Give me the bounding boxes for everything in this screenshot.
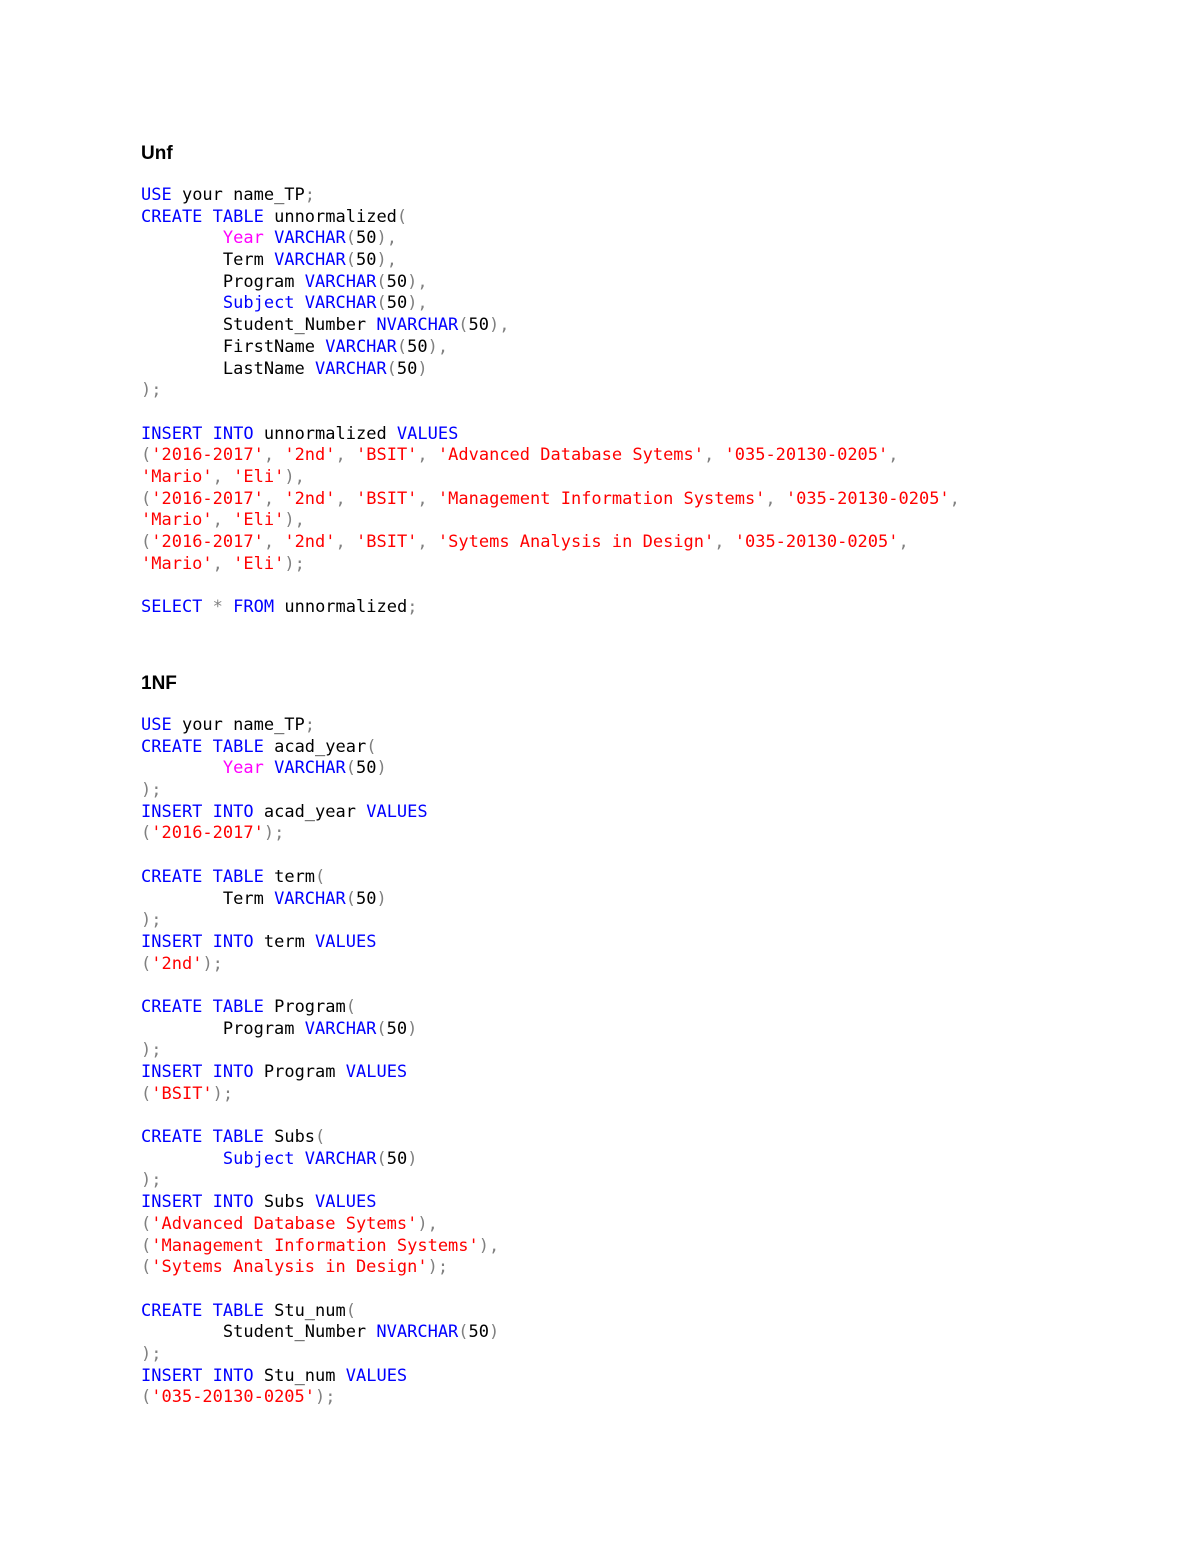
code-token: LastName xyxy=(141,358,315,379)
code-token: ( xyxy=(141,1257,152,1278)
code-line xyxy=(141,1257,499,1279)
code-token: VARCHAR xyxy=(304,271,377,292)
code-token: ) xyxy=(489,1322,500,1343)
code-line xyxy=(141,1301,499,1323)
code-line xyxy=(141,1214,499,1236)
code-token: INTO xyxy=(212,423,254,444)
code-token xyxy=(202,997,212,1017)
section-unf xyxy=(141,143,960,619)
code-token: CREATE xyxy=(141,1300,203,1321)
code-line xyxy=(141,1192,499,1214)
code-token: ( xyxy=(366,736,377,757)
code-token: CREATE xyxy=(141,736,203,757)
code-token: , xyxy=(263,532,285,552)
code-line xyxy=(141,445,960,467)
code-token: 50 xyxy=(407,336,428,357)
code-token: ( xyxy=(141,488,152,509)
code-token: CREATE xyxy=(141,996,203,1017)
code-token: TABLE xyxy=(212,866,264,887)
code-token: 'BSIT' xyxy=(356,488,418,509)
code-token: 50 xyxy=(386,1018,408,1039)
code-token xyxy=(223,597,233,617)
code-token: 50 xyxy=(468,315,490,336)
code-token: 'Management Information Systems' xyxy=(437,488,766,509)
code-token: ) xyxy=(376,758,387,779)
code-token: ); xyxy=(212,1083,234,1104)
code-token: NVARCHAR xyxy=(376,1322,459,1343)
code-token xyxy=(202,932,212,952)
code-token: ); xyxy=(141,1040,162,1061)
code-token: ), xyxy=(489,315,510,336)
code-token: TABLE xyxy=(212,996,264,1017)
code-token: TABLE xyxy=(212,206,264,227)
code-token: VARCHAR xyxy=(304,293,377,314)
code-token: ( xyxy=(345,1300,356,1321)
code-line xyxy=(141,823,499,845)
code-token: your name_TP xyxy=(171,715,305,735)
code-line xyxy=(141,597,960,619)
code-token: Student_Number xyxy=(141,315,377,336)
code-token: TABLE xyxy=(212,736,264,757)
code-line xyxy=(141,510,960,532)
code-token: 'Mario' xyxy=(141,466,213,487)
code-token: ( xyxy=(376,1018,387,1039)
code-token: ); xyxy=(141,380,162,401)
code-line xyxy=(141,997,499,1019)
code-token: ( xyxy=(141,1213,152,1234)
code-token: 'Eli' xyxy=(233,510,285,531)
code-token: ), xyxy=(284,510,305,531)
code-token: ) xyxy=(376,888,387,909)
code-token: ( xyxy=(458,315,469,336)
code-token: FirstName xyxy=(141,336,326,357)
code-line xyxy=(141,954,499,976)
code-line xyxy=(141,737,499,759)
code-token xyxy=(141,293,223,313)
code-token: , xyxy=(888,445,899,466)
code-token: ), xyxy=(376,228,397,249)
code-token: ( xyxy=(141,445,152,466)
code-token: ), xyxy=(427,336,449,357)
code-token: 'Advanced Database Sytems' xyxy=(151,1213,418,1234)
code-token: ); xyxy=(284,553,305,574)
code-token: VARCHAR xyxy=(274,758,346,779)
code-token: VARCHAR xyxy=(304,1148,377,1169)
code-token: ( xyxy=(386,358,397,379)
code-token: ); xyxy=(141,780,162,801)
code-token: Stu_num xyxy=(253,1365,346,1386)
code-token: ) xyxy=(407,1018,418,1039)
code-token: INSERT xyxy=(141,1192,203,1213)
code-token: ( xyxy=(345,228,356,249)
section-heading: 1NF xyxy=(141,673,177,694)
code-token: SELECT xyxy=(141,597,203,618)
code-token: TABLE xyxy=(212,1127,264,1148)
code-token: Program xyxy=(141,271,305,292)
code-line xyxy=(141,467,960,489)
code-token: 50 xyxy=(386,271,408,292)
code-token xyxy=(264,228,274,248)
code-token: VALUES xyxy=(315,1192,377,1213)
code-line xyxy=(141,380,960,402)
code-token: NVARCHAR xyxy=(376,315,459,336)
code-token: VALUES xyxy=(345,1365,408,1386)
code-line xyxy=(141,1062,499,1084)
code-token: , xyxy=(417,532,438,552)
code-token: , xyxy=(898,532,909,552)
code-token xyxy=(202,737,212,757)
code-token: * xyxy=(212,597,223,618)
code-token: ( xyxy=(458,1322,469,1343)
code-token: 'Sytems Analysis in Design' xyxy=(437,532,715,552)
code-line xyxy=(141,1105,499,1127)
code-token xyxy=(295,293,305,313)
code-token: '035-20130-0205' xyxy=(151,1387,316,1408)
code-line xyxy=(141,1344,499,1366)
code-token: ); xyxy=(202,953,223,974)
code-line xyxy=(141,185,960,207)
code-token: INSERT xyxy=(141,1365,203,1386)
code-token: CREATE xyxy=(141,206,203,227)
code-line xyxy=(141,532,960,554)
code-token: ; xyxy=(304,715,316,735)
code-token: 'Mario' xyxy=(141,510,213,531)
code-token: '2016-2017' xyxy=(151,445,264,466)
code-token: 'Management Information Systems' xyxy=(151,1235,479,1256)
code-token: , xyxy=(704,445,725,466)
code-token: Subject xyxy=(222,293,295,314)
code-token: 'Eli' xyxy=(233,466,285,487)
code-line xyxy=(141,975,499,997)
code-token: ( xyxy=(345,996,356,1017)
code-token: VALUES xyxy=(396,423,459,444)
code-token: Program xyxy=(253,1062,346,1082)
code-token: ( xyxy=(345,888,356,909)
code-token: ), xyxy=(284,466,305,487)
code-token: ( xyxy=(141,1387,152,1408)
code-token: USE xyxy=(141,715,172,735)
code-token: Term xyxy=(141,250,275,271)
code-line xyxy=(141,1149,499,1171)
code-token: INSERT xyxy=(141,931,203,952)
code-token: ); xyxy=(315,1387,336,1408)
code-token: INTO xyxy=(212,1062,254,1082)
code-token: ), xyxy=(407,293,428,314)
code-token: TABLE xyxy=(212,1300,264,1321)
code-token: , xyxy=(335,532,356,552)
code-token: USE xyxy=(141,185,172,205)
code-token: ); xyxy=(141,1170,162,1191)
code-token: VARCHAR xyxy=(315,358,387,379)
code-line xyxy=(141,1322,499,1344)
code-token: INTO xyxy=(212,801,254,822)
code-token: VALUES xyxy=(366,801,428,822)
code-token: unnormalized xyxy=(274,597,408,618)
code-token xyxy=(202,1301,212,1321)
code-token: '035-20130-0205' xyxy=(785,488,950,509)
code-token: 'BSIT' xyxy=(151,1083,213,1104)
code-token: ( xyxy=(141,1235,152,1256)
code-token: , xyxy=(212,553,234,574)
code-line xyxy=(141,402,960,424)
code-token: Program xyxy=(263,996,346,1017)
code-token: , xyxy=(417,488,438,509)
code-token xyxy=(202,867,212,887)
code-line xyxy=(141,207,960,229)
code-token: ( xyxy=(315,866,326,887)
code-token: , xyxy=(949,488,960,509)
code-token: 50 xyxy=(356,758,377,779)
code-line xyxy=(141,228,960,250)
code-line xyxy=(141,802,499,824)
code-token: ( xyxy=(376,271,387,292)
code-line xyxy=(141,1084,499,1106)
code-token: VARCHAR xyxy=(274,888,346,909)
code-token: Year xyxy=(222,228,264,249)
code-token xyxy=(202,802,212,822)
code-token xyxy=(141,228,223,248)
code-line xyxy=(141,1366,499,1388)
code-token: ); xyxy=(427,1257,449,1278)
code-line xyxy=(141,715,499,737)
code-line xyxy=(141,272,960,294)
code-token: Program xyxy=(141,1018,305,1039)
code-token: '2nd' xyxy=(284,445,336,466)
code-token: VALUES xyxy=(345,1062,408,1082)
code-line xyxy=(141,250,960,272)
code-token: , xyxy=(335,488,356,509)
code-line xyxy=(141,293,960,315)
code-token: unnormalized xyxy=(263,206,397,227)
code-token: INSERT xyxy=(141,1062,203,1082)
code-token: , xyxy=(212,510,234,531)
code-token: ( xyxy=(376,293,387,314)
code-token: Year xyxy=(222,758,264,779)
code-token: 50 xyxy=(396,358,418,379)
code-token: CREATE xyxy=(141,866,203,887)
code-token: 50 xyxy=(468,1322,490,1343)
code-line xyxy=(141,1127,499,1149)
code-token: ( xyxy=(345,250,356,271)
code-token xyxy=(202,1192,212,1212)
code-line xyxy=(141,1170,499,1192)
code-token: '035-20130-0205' xyxy=(734,532,899,552)
code-line xyxy=(141,489,960,511)
code-token: acad_year xyxy=(253,801,367,822)
code-line xyxy=(141,889,499,911)
code-token: VARCHAR xyxy=(304,1018,377,1039)
code-token: CREATE xyxy=(141,1127,203,1148)
code-token: INTO xyxy=(212,1365,254,1386)
code-token: VARCHAR xyxy=(274,228,346,249)
code-token: 'Eli' xyxy=(233,553,285,574)
code-token xyxy=(295,1149,305,1169)
code-line xyxy=(141,1387,499,1409)
code-token xyxy=(202,424,212,444)
code-token: Student_Number xyxy=(141,1322,377,1343)
code-token: '2016-2017' xyxy=(151,488,264,509)
code-token: , xyxy=(263,488,285,509)
code-token: '035-20130-0205' xyxy=(724,445,889,466)
code-line xyxy=(141,780,499,802)
code-token: , xyxy=(714,532,735,552)
code-token: ), xyxy=(407,271,428,292)
code-token: ( xyxy=(141,953,152,974)
code-token: Subs xyxy=(263,1127,316,1148)
section-1nf xyxy=(141,673,499,1409)
code-token xyxy=(202,207,212,227)
code-token: VARCHAR xyxy=(325,336,397,357)
code-line xyxy=(141,337,960,359)
code-token: ) xyxy=(417,358,428,379)
code-token: Term xyxy=(141,888,275,909)
code-token: Subs xyxy=(253,1192,316,1213)
code-token: 'Sytems Analysis in Design' xyxy=(151,1257,428,1278)
code-token: ), xyxy=(376,250,397,271)
code-token: INSERT xyxy=(141,801,203,822)
code-token: '2nd' xyxy=(151,953,203,974)
code-token: ; xyxy=(407,597,418,618)
code-line xyxy=(141,315,960,337)
code-token: ( xyxy=(141,1083,152,1104)
code-token: , xyxy=(335,445,356,466)
code-token: 'Mario' xyxy=(141,553,213,574)
code-token: '2016-2017' xyxy=(151,532,264,552)
code-line xyxy=(141,1040,499,1062)
code-line xyxy=(141,424,960,446)
code-token: INTO xyxy=(212,1192,254,1213)
code-token: term xyxy=(263,866,316,887)
code-token: ( xyxy=(396,336,408,357)
code-token: ); xyxy=(141,910,162,931)
code-block xyxy=(141,185,960,619)
code-token: ), xyxy=(417,1213,438,1234)
code-token: ; xyxy=(304,185,316,205)
code-token: '2016-2017' xyxy=(151,823,264,844)
code-token: term xyxy=(253,931,316,952)
code-token: ( xyxy=(396,206,408,227)
code-line xyxy=(141,910,499,932)
code-line xyxy=(141,932,499,954)
code-token xyxy=(202,1062,212,1082)
code-token: 'BSIT' xyxy=(356,532,418,552)
code-line xyxy=(141,1019,499,1041)
code-line xyxy=(141,758,499,780)
code-token: INTO xyxy=(212,931,254,952)
code-token: INSERT xyxy=(141,423,203,444)
code-line xyxy=(141,1236,499,1258)
section-heading: Unf xyxy=(141,143,173,164)
code-line xyxy=(141,575,960,597)
code-token: your name_TP xyxy=(171,185,305,205)
code-token: 50 xyxy=(386,1148,408,1169)
code-token xyxy=(264,758,274,778)
code-token xyxy=(141,1149,223,1169)
code-token: 50 xyxy=(355,250,377,271)
code-token: 50 xyxy=(356,228,377,249)
code-token xyxy=(141,758,223,778)
code-token xyxy=(202,597,212,617)
code-token: VARCHAR xyxy=(274,250,346,271)
code-token: unnormalized xyxy=(253,423,397,444)
code-line xyxy=(141,554,960,576)
code-line xyxy=(141,867,499,889)
code-line xyxy=(141,845,499,867)
code-token xyxy=(202,1127,212,1147)
code-token: 'Advanced Database Sytems' xyxy=(437,445,705,466)
code-token: ( xyxy=(345,758,356,779)
code-token: ( xyxy=(376,1148,387,1169)
code-token: , xyxy=(263,445,285,466)
code-token: '2nd' xyxy=(284,488,336,509)
code-block xyxy=(141,715,499,1409)
code-token: ), xyxy=(478,1235,500,1256)
code-token: Subject xyxy=(222,1148,295,1169)
code-token: 'BSIT' xyxy=(356,445,418,466)
code-token: , xyxy=(765,488,786,509)
code-token: VALUES xyxy=(315,931,377,952)
code-token: ) xyxy=(407,1148,418,1169)
code-token: FROM xyxy=(233,597,275,618)
code-line xyxy=(141,1279,499,1301)
code-line xyxy=(141,359,960,381)
code-token xyxy=(202,1366,212,1386)
code-token: 50 xyxy=(355,888,377,909)
code-token: 50 xyxy=(386,293,408,314)
code-token: ( xyxy=(315,1127,326,1148)
code-token: acad_year xyxy=(263,736,367,757)
code-token: ( xyxy=(141,823,152,844)
code-token: , xyxy=(417,445,438,466)
code-token: '2nd' xyxy=(284,532,336,552)
code-token: Stu_num xyxy=(263,1300,346,1321)
code-token: , xyxy=(212,466,234,487)
code-token: ); xyxy=(263,823,285,844)
code-token: ( xyxy=(141,532,152,552)
code-token: ); xyxy=(141,1343,162,1364)
